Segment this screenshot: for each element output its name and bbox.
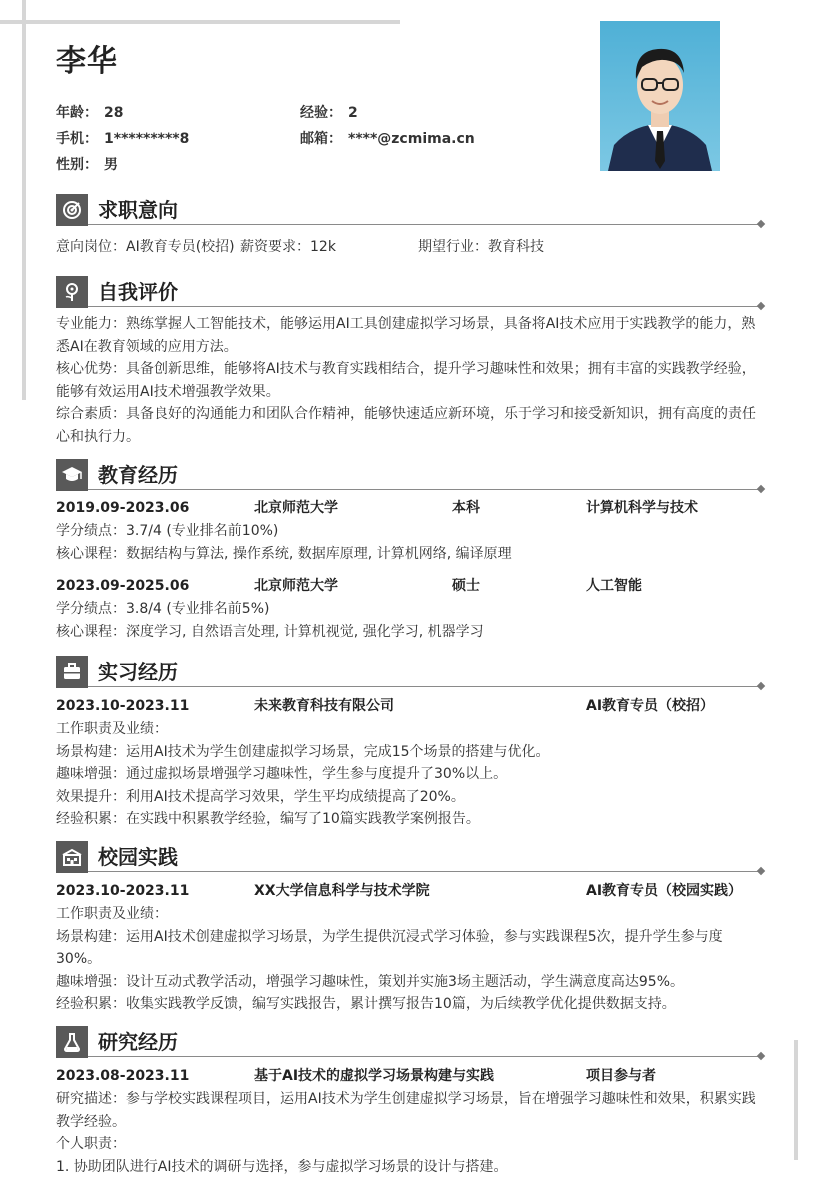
section-header <box>56 841 764 873</box>
evaluation-professional: 专业能力：熟练掌握人工智能技术，能够运用AI工具创建虚拟学习场景，具备将AI技术应用于实践教学的能力，熟悉AI在教育领域的应用方法。 <box>56 313 764 358</box>
education-period: 2019.09-2023.06 <box>56 497 189 520</box>
gender-value: 男 <box>104 154 118 174</box>
section-title: 校园实践 <box>98 843 178 871</box>
research-line: 个人职责： <box>56 1133 764 1156</box>
age-info <box>56 102 123 122</box>
internship-line: 场景构建：运用AI技术为学生创建虚拟学习场景，完成15个场景的搭建与优化。 <box>56 741 764 764</box>
section-header <box>56 194 764 226</box>
evaluation-strengths: 核心优势：具备创新思维，能够将AI技术与教育实践相结合，提升学习趣味性和效果；拥有丰富的实践教学经验，能够有效运用AI技术增强教学效果。 <box>56 358 764 403</box>
section-header <box>56 1026 764 1058</box>
research-period: 2023.08-2023.11 <box>56 1065 189 1088</box>
intention-details <box>56 236 764 258</box>
education-section <box>56 459 764 643</box>
education-school: 北京师范大学 <box>254 575 338 598</box>
self-evaluation-body <box>56 313 764 448</box>
campus-line: 趣味增强：设计互动式教学活动，增强学习趣味性，策划并实施3场主题活动，学生满意度高达95%。 <box>56 971 764 994</box>
education-courses: 核心课程：数据结构与算法, 操作系统, 数据库原理, 计算机网络, 编译原理 <box>56 543 764 566</box>
section-header <box>56 276 764 308</box>
research-line: 1. 协助团队进行AI技术的调研与选择，参与虚拟学习场景的设计与搭建。 <box>56 1156 764 1178</box>
education-gpa: 学分绩点：3.7/4 (专业排名前10%) <box>56 520 764 543</box>
phone-label: 手机： <box>56 128 98 148</box>
internship-line: 经验积累：在实践中积累教学经验，编写了10篇实践教学案例报告。 <box>56 808 764 831</box>
campus-role: AI教育专员（校园实践） <box>586 880 742 903</box>
research-body <box>56 1065 764 1178</box>
section-divider-end <box>757 302 765 310</box>
job-intention-section <box>56 194 764 258</box>
campus-organization: XX大学信息科学与技术学院 <box>254 880 430 903</box>
campus-body <box>56 880 764 1016</box>
phone-info <box>56 128 189 148</box>
section-title: 实习经历 <box>98 658 178 686</box>
school-building-icon <box>56 841 88 873</box>
internship-period: 2023.10-2023.11 <box>56 695 189 718</box>
internship-body <box>56 695 764 831</box>
section-title: 教育经历 <box>98 461 178 489</box>
email-value: ****@zcmima.cn <box>348 131 475 147</box>
campus-line: 场景构建：运用AI技术创建虚拟学习场景，为学生提供沉浸式学习体验，参与实践课程5次，提升学生参与度30%。 <box>56 926 764 971</box>
internship-line: 趣味增强：通过虚拟场景增强学习趣味性，学生参与度提升了30%以上。 <box>56 763 764 786</box>
section-divider <box>88 1056 760 1057</box>
section-divider <box>88 686 760 687</box>
education-entry-header <box>56 497 764 520</box>
research-project: 基于AI技术的虚拟学习场景构建与实践 <box>254 1065 494 1088</box>
decorative-top-bar <box>0 20 400 24</box>
section-divider-end <box>757 220 765 228</box>
decorative-left-bar <box>22 0 26 400</box>
education-courses: 核心课程：深度学习, 自然语言处理, 计算机视觉, 强化学习, 机器学习 <box>56 621 764 644</box>
campus-period: 2023.10-2023.11 <box>56 880 189 903</box>
section-title: 自我评价 <box>98 278 178 306</box>
research-header <box>56 1065 764 1088</box>
age-value: 28 <box>104 105 123 121</box>
education-list <box>56 497 764 643</box>
research-section <box>56 1026 764 1178</box>
experience-value: 2 <box>348 105 358 121</box>
intended-position: 意向岗位：AI教育专员(校招) <box>56 236 235 259</box>
section-divider-end <box>757 867 765 875</box>
education-entry <box>56 575 764 643</box>
self-evaluation-section <box>56 276 764 448</box>
internship-company: 未来教育科技有限公司 <box>254 695 394 718</box>
campus-header <box>56 880 764 903</box>
section-header <box>56 459 764 491</box>
age-label: 年龄： <box>56 102 98 122</box>
candidate-name: 李华 <box>56 36 118 80</box>
flask-icon <box>56 1026 88 1058</box>
education-major: 计算机科学与技术 <box>586 497 698 520</box>
experience-info <box>300 102 358 122</box>
section-divider <box>88 489 760 490</box>
education-degree: 硕士 <box>452 575 480 598</box>
section-divider-end <box>757 485 765 493</box>
education-gpa: 学分绩点：3.8/4 (专业排名前5%) <box>56 598 764 621</box>
section-title: 求职意向 <box>98 196 178 224</box>
research-line: 研究描述：参与学校实践课程项目，运用AI技术为学生创建虚拟学习场景，旨在增强学习趣味性和效果，积累实践教学经验。 <box>56 1088 764 1133</box>
decorative-right-bar <box>794 1040 798 1160</box>
salary-expectation: 薪资要求：12k <box>240 236 336 259</box>
section-divider <box>88 871 760 872</box>
profile-photo <box>600 21 720 171</box>
section-divider <box>88 224 760 225</box>
campus-line: 经验积累：收集实践教学反馈，编写实践报告，累计撰写报告10篇，为后续教学优化提供数据支持。 <box>56 993 764 1016</box>
target-icon <box>56 194 88 226</box>
internship-header <box>56 695 764 718</box>
graduation-cap-icon <box>56 459 88 491</box>
section-title: 研究经历 <box>98 1028 178 1056</box>
campus-line: 工作职责及业绩： <box>56 903 764 926</box>
phone-value: 1*********8 <box>104 131 189 147</box>
section-header <box>56 656 764 688</box>
gender-label: 性别： <box>56 154 98 174</box>
research-role: 项目参与者 <box>586 1065 656 1088</box>
campus-practice-section <box>56 841 764 1016</box>
education-major: 人工智能 <box>586 575 642 598</box>
education-school: 北京师范大学 <box>254 497 338 520</box>
email-label: 邮箱： <box>300 128 342 148</box>
section-divider-end <box>757 1052 765 1060</box>
internship-line: 效果提升：利用AI技术提高学习效果，学生平均成绩提高了20%。 <box>56 786 764 809</box>
section-divider-end <box>757 682 765 690</box>
education-degree: 本科 <box>452 497 480 520</box>
evaluation-qualities: 综合素质：具备良好的沟通能力和团队合作精神，能够快速适应新环境，乐于学习和接受新知识，拥有高度的责任心和执行力。 <box>56 403 764 448</box>
education-entry <box>56 497 764 565</box>
internship-line: 工作职责及业绩： <box>56 718 764 741</box>
briefcase-icon <box>56 656 88 688</box>
section-divider <box>88 306 760 307</box>
email-info <box>300 128 475 148</box>
flower-icon <box>56 276 88 308</box>
gender-info <box>56 154 118 174</box>
experience-label: 经验： <box>300 102 342 122</box>
internship-role: AI教育专员（校招） <box>586 695 714 718</box>
education-period: 2023.09-2025.06 <box>56 575 189 598</box>
expected-industry: 期望行业：教育科技 <box>418 236 544 259</box>
internship-section <box>56 656 764 831</box>
education-entry-header <box>56 575 764 598</box>
